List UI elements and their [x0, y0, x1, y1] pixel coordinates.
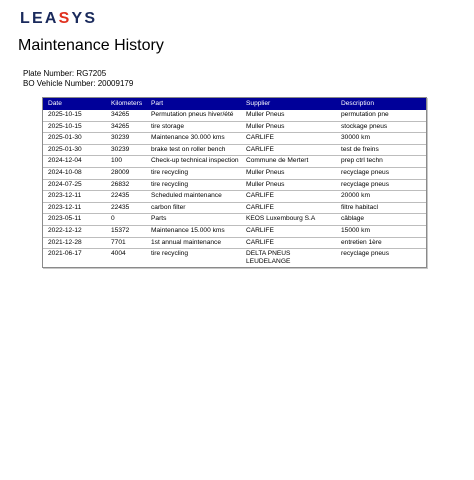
table-row: [43, 191, 426, 203]
cell-part: tire recycling: [146, 249, 241, 268]
cell-description: 15000 km: [336, 225, 426, 237]
cell-date: 2024-12-04: [43, 156, 106, 168]
cell-date: 2022-12-12: [43, 225, 106, 237]
cell-part: Maintenance 15.000 kms: [146, 225, 241, 237]
cell-description: entretien 1ère: [336, 237, 426, 249]
cell-supplier: DELTA PNEUS LEUDELANGE: [241, 249, 336, 268]
cell-part: Scheduled maintenance: [146, 191, 241, 203]
bo-vehicle-number: BO Vehicle Number: 20009179: [23, 79, 134, 88]
column-header-kilometers: Kilometers: [106, 98, 146, 110]
table-row: [43, 167, 426, 179]
maintenance-table-container: [42, 97, 427, 268]
cell-kilometers: 34265: [111, 111, 130, 118]
cell-date: 2023-05-11: [43, 214, 106, 226]
cell-description: filtre habitacl: [336, 202, 426, 214]
cell-part: tire recycling: [146, 179, 241, 191]
table-row: [43, 133, 426, 145]
cell-kilometers: 4004: [106, 249, 146, 268]
cell-supplier: Commune de Mertert: [241, 156, 336, 168]
cell-date: 2023-12-11: [43, 191, 106, 203]
cell-supplier: Muller Pneus: [241, 179, 336, 191]
cell-kilometers: 34265: [106, 121, 146, 133]
cell-supplier: CARLIFE: [241, 133, 336, 145]
column-header-date: Date: [43, 98, 106, 110]
table-row: [43, 179, 426, 191]
table-row: [43, 225, 426, 237]
cell-date: 2025-10-15: [43, 121, 106, 133]
cell-description: stockage pneus: [336, 121, 426, 133]
cell-description: recyclage pneus: [336, 179, 426, 191]
cell-kilometers: 28009: [106, 167, 146, 179]
table-row: [43, 110, 426, 121]
cell-supplier: CARLIFE: [241, 237, 336, 249]
cell-description: permutation pne: [341, 111, 389, 118]
cell-date: 2024-07-25: [43, 179, 106, 191]
table-row: [43, 144, 426, 156]
cell-supplier: Muller Pneus: [241, 167, 336, 179]
cell-kilometers: 30239: [106, 144, 146, 156]
cell-description: prep ctrl techn: [336, 156, 426, 168]
cell-date: 2021-12-28: [43, 237, 106, 249]
cell-part: Maintenance 30.000 kms: [146, 133, 241, 145]
table-row: [43, 156, 426, 168]
logo-text-part3: YS: [71, 10, 98, 27]
column-header-description: Description: [336, 98, 426, 110]
column-header-part: Part: [146, 98, 241, 110]
cell-description: 30000 km: [336, 133, 426, 145]
cell-description: câblage: [336, 214, 426, 226]
table-header-row: [43, 98, 426, 110]
page-title: Maintenance History: [18, 37, 164, 54]
cell-part: Parts: [146, 214, 241, 226]
cell-part: Permutation pneus hiver/été: [151, 111, 234, 118]
cell-kilometers: 22435: [106, 202, 146, 214]
cell-description: 20000 km: [336, 191, 426, 203]
cell-supplier: CARLIFE: [241, 191, 336, 203]
cell-supplier: KEOS Luxembourg S.A: [241, 214, 336, 226]
cell-description: recyclage pneus: [336, 167, 426, 179]
cell-date: 2024-10-08: [43, 167, 106, 179]
cell-description: recyclage pneus: [336, 249, 426, 268]
cell-kilometers: 15372: [106, 225, 146, 237]
cell-kilometers: 100: [106, 156, 146, 168]
cell-part: 1st annual maintenance: [146, 237, 241, 249]
maintenance-table: [43, 98, 426, 267]
cell-part: tire recycling: [146, 167, 241, 179]
table-row: [43, 202, 426, 214]
cell-kilometers: 7701: [106, 237, 146, 249]
logo-text-part1: LEA: [20, 10, 59, 27]
plate-number: Plate Number: RG7205: [23, 69, 107, 78]
cell-date: 2021-06-17: [43, 249, 106, 268]
cell-date: 2023-12-11: [43, 202, 106, 214]
vehicle-info: [23, 69, 133, 89]
table-row: [43, 121, 426, 133]
cell-date: 2025-01-30: [43, 133, 106, 145]
cell-description: test de freins: [336, 144, 426, 156]
cell-supplier: CARLIFE: [241, 202, 336, 214]
cell-kilometers: 26832: [106, 179, 146, 191]
cell-supplier: CARLIFE: [241, 144, 336, 156]
cell-part: brake test on roller bench: [146, 144, 241, 156]
table-row: [43, 249, 426, 268]
logo-accent-letter: S: [58, 10, 72, 27]
table-row: [43, 237, 426, 249]
table-body: [43, 110, 426, 267]
table-header: [43, 98, 426, 110]
cell-kilometers: 0: [106, 214, 146, 226]
leasys-logo: [20, 11, 97, 27]
cell-kilometers: 30239: [106, 133, 146, 145]
cell-supplier: Muller Pneus: [246, 111, 285, 118]
cell-part: Check-up technical inspection: [146, 156, 241, 168]
table-row: [43, 214, 426, 226]
cell-part: tire storage: [146, 121, 241, 133]
cell-supplier: Muller Pneus: [241, 121, 336, 133]
cell-date: 2025-01-30: [43, 144, 106, 156]
cell-part: carbon filter: [146, 202, 241, 214]
column-header-supplier: Supplier: [241, 98, 336, 110]
cell-date: 2025-10-15: [48, 111, 82, 118]
cell-kilometers: 22435: [106, 191, 146, 203]
cell-supplier: CARLIFE: [241, 225, 336, 237]
